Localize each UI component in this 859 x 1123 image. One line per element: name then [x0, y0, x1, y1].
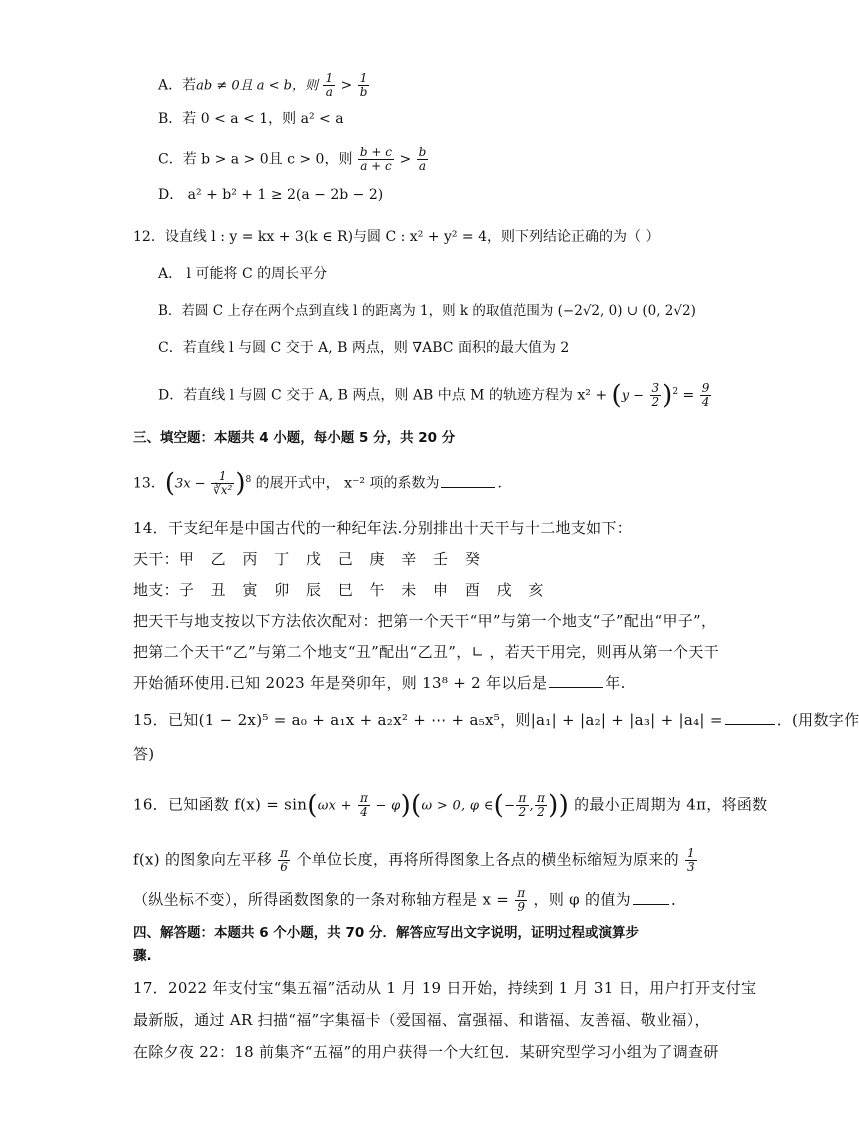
- fraction: $\frac{1}{b}$: [359, 71, 368, 99]
- q17-line3: 在除夕夜 22：18 前集齐“五福”的用户获得一个大红包．某研究型学习小组为了调查研: [133, 1043, 719, 1061]
- q16-line1: 16．已知函数 f(x) = sin(ωx + $\frac{\pi}{4}$ − φ)(ω > 0, φ ∈(− $\frac{\pi}{2}$ , $\frac{\pi}{2}$ )) 的最小正周期为 4π，将函数: [133, 790, 768, 821]
- q14-line6: 开始循环使用.已知 2023 年是癸卯年，则 13⁸ + 2 年以后是 年.: [133, 674, 626, 692]
- q11-option-a: A．若ab ≠ 0且 a < b，则 $\frac{1}{a}$ > $\frac{1}{b}$: [158, 71, 368, 99]
- q15-line2: 答): [133, 745, 155, 763]
- q15-line1: 15．已知(1 − 2x)⁵ = a₀ + a₁x + a₂x² + ⋯ + a₅x⁵，则|a₁| + |a₂| + |a₃| + |a₄| = ．(用数字作: [133, 711, 859, 729]
- section-3-heading: 三、填空题：本题共 4 小题，每小题 5 分，共 20 分: [133, 430, 456, 446]
- q14-line4: 把天干与地支按以下方法依次配对：把第一个天干“甲”与第一个地支“子”配出“甲子”，: [133, 612, 717, 630]
- q14-tiangan: 天干：甲 乙 丙 丁 戊 己 庚 辛 壬 癸: [133, 550, 486, 568]
- q14-line5: 把第二个天干“乙”与第二个地支“丑”配出“乙丑”，∟ ，若天干用完，则再从第一个天干: [133, 643, 719, 661]
- section-4-heading-line2: 骤.: [133, 948, 152, 964]
- fraction: $\frac{b}{a}$: [418, 145, 427, 173]
- q14-line1: 14．干支纪年是中国古代的一种纪年法.分别排出十天干与十二地支如下：: [133, 519, 633, 537]
- q12-option-c: C．若直线 l 与圆 C 交于 A, B 两点，则 ∇ABC 面积的最大值为 2: [158, 340, 570, 356]
- q11-option-c: C．若 b > a > 0且 c > 0，则 $\frac{b + c}{a + c}$ > $\frac{b}{a}$: [158, 145, 427, 173]
- q12-option-a: A． l 可能将 C 的周长平分: [158, 266, 328, 282]
- section-4-heading-line1: 四、解答题：本题共 6 个小题，共 70 分．解答应写出文字说明，证明过程或演算步: [133, 925, 639, 941]
- fraction: $\frac{b + c}{a + c}$: [359, 145, 393, 173]
- q11-option-d: D． a² + b² + 1 ≥ 2(a − 2b − 2): [158, 187, 384, 203]
- q16-line2: f(x) 的图象向左平移 $\frac{\pi}{6}$ 个单位长度，再将所得图象上各点的横坐标缩短为原来的 $\frac{1}{3}$: [133, 846, 695, 874]
- q17-line2: 最新版，通过 AR 扫描“福”字集福卡（爱国福、富强福、和谐福、友善福、敬业福），: [133, 1011, 710, 1029]
- q16-line3: （纵坐标不变），所得函数图象的一条对称轴方程是 x = $\frac{\pi}{9}$ ，则 φ 的值为 ．: [133, 886, 687, 914]
- q12-option-d: D．若直线 l 与圆 C 交于 A, B 两点，则 AB 中点 M 的轨迹方程为 x² + (y − $\frac{3}{2}$ )$^2$ = $\frac{9}{4}$: [158, 380, 710, 411]
- q11-option-b: B．若 0 < a < 1，则 a² < a: [158, 111, 344, 127]
- q14-dizhi: 地支：子 丑 寅 卯 辰 巳 午 未 申 酉 戌 亥: [133, 581, 550, 599]
- q17-line1: 17．2022 年支付宝“集五福”活动从 1 月 19 日开始，持续到 1 月 31 日，用户打开支付宝: [133, 979, 757, 997]
- q12-stem: 12．设直线 l : y = kx + 3(k ∈ R)与圆 C : x² + y² = 4，则下列结论正确的为（ ）: [133, 229, 660, 245]
- q12-option-b: B．若圆 C 上存在两个点到直线 l 的距离为 1，则 k 的取值范围为 (−2√2, 0) ∪ (0, 2√2): [158, 303, 696, 319]
- q13: 13．(3x − $\frac{1}{\text{∛x²}}$ )$^8$ 的展开式中， x⁻² 项的系数为 ．: [133, 468, 512, 499]
- fraction: $\frac{1}{a}$: [325, 71, 334, 99]
